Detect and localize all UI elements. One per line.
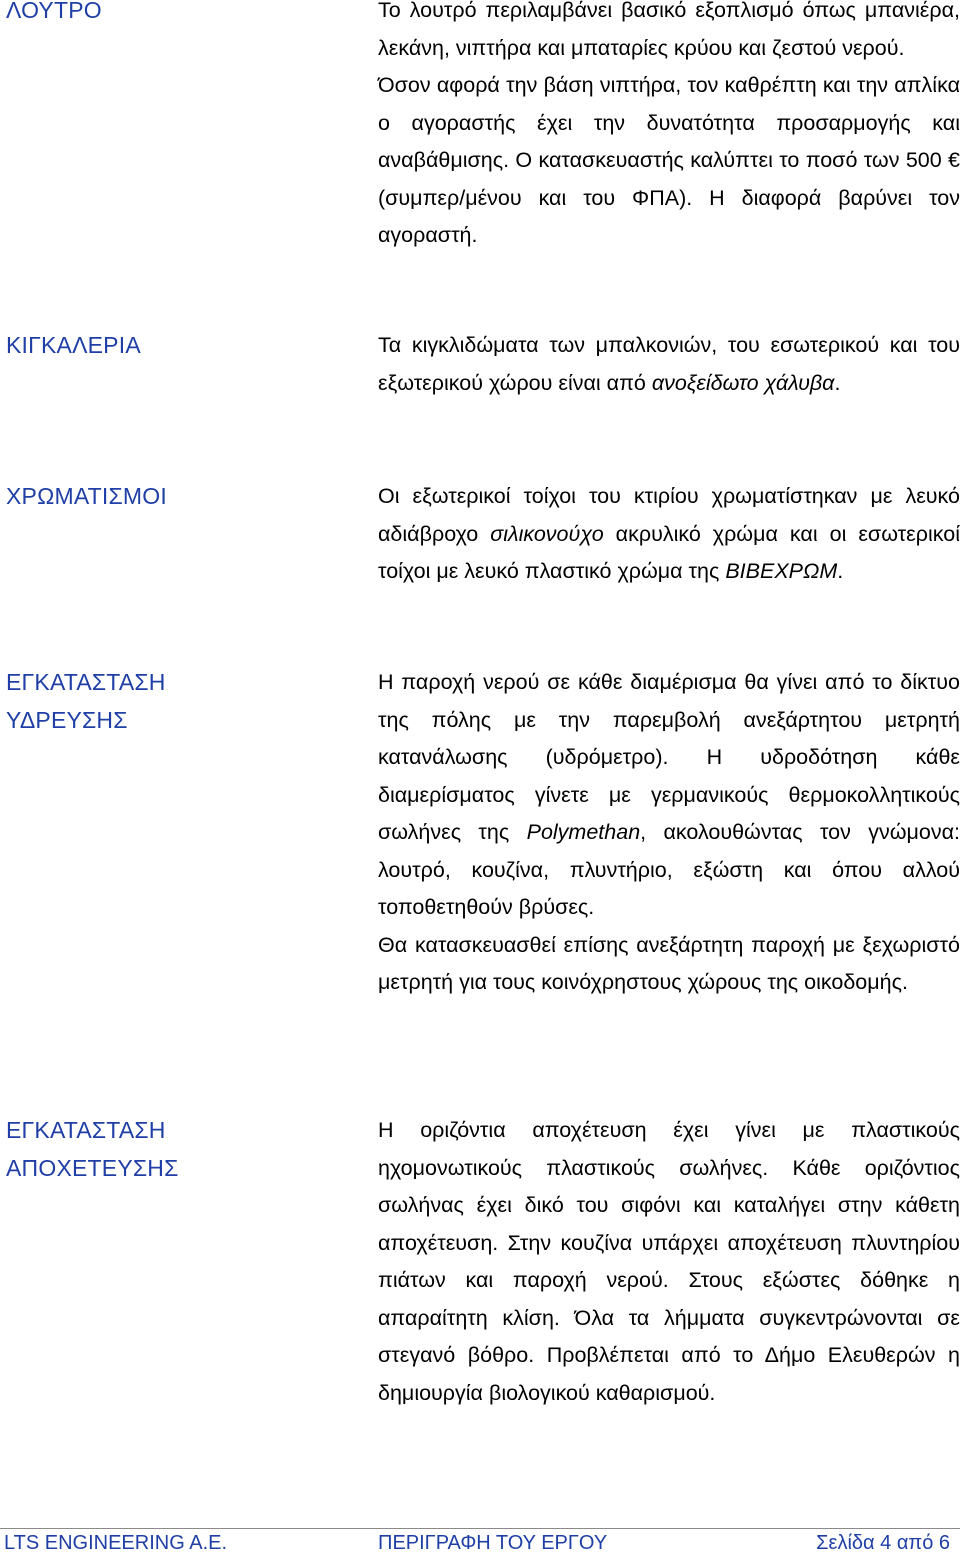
section-label-drainage bbox=[6, 1112, 346, 1187]
text-run: Τα κιγκλιδώματα των μπαλκονιών, του εσωτερικού και του εξωτερικού χώρου είναι από bbox=[378, 333, 960, 395]
italic-text: ΒΙΒΕΧΡΩΜ bbox=[725, 559, 838, 583]
section-label-line: ΕΓΚΑΤΑΣΤΑΣΗ bbox=[6, 669, 166, 695]
section-text-railings bbox=[378, 327, 960, 402]
text-run: . bbox=[837, 559, 844, 583]
text-run: Οι εξωτερικοί τοίχοι του κτιρίου χρωματίστηκαν με λευκό αδιάβροχο bbox=[378, 484, 960, 546]
paragraph bbox=[378, 478, 960, 591]
page-footer bbox=[0, 1520, 960, 1552]
footer-document-title: ΠΕΡΙΓΡΑΦΗ ΤΟΥ ΕΡΓΟΥ bbox=[378, 1532, 608, 1554]
footer-page-number: Σελίδα 4 από 6 bbox=[816, 1532, 950, 1554]
paragraph: Όσον αφορά την βάση νιπτήρα, τον καθρέπτη και την απλίκα ο αγοραστής έχει την δυνατότητα προσαρμογής και αναβάθμισης. Ο κατασκευαστής καλύπτει το ποσό των 500 € (συμπερ/μένου και του ΦΠΑ). Η διαφορά βαρύνει τον αγοραστή. bbox=[378, 73, 960, 247]
section-label-railings bbox=[6, 327, 346, 365]
section-label-bathroom bbox=[6, 0, 346, 30]
section-label-line: ΥΔΡΕΥΣΗΣ bbox=[6, 706, 128, 733]
paragraph: Θα κατασκευασθεί επίσης ανεξάρτητη παροχή με ξεχωριστό μετρητή για τους κοινόχρηστους χώρους της οικοδομής. bbox=[378, 932, 960, 994]
text-run: . bbox=[834, 370, 841, 395]
italic-text: ανοξείδωτο χάλυβα bbox=[651, 370, 835, 395]
section-label-line: ΛΟΥΤΡΟ bbox=[6, 0, 102, 23]
text-run: Η παροχή νερού σε κάθε διαμέρισμα θα γίνει από το δίκτυο της πόλης με την παρεμβολή ανεξάρτητου μετρητή κατανάλωσης (υδρόμετρο). Η υδροδότηση κάθε διαμερίσματος γίνετε με γερμανικούς θερμοκολλητικούς σωλήνες της bbox=[378, 670, 960, 844]
footer-company: LTS ENGINEERING A.E. bbox=[4, 1532, 228, 1554]
italic-text: Polymethan bbox=[526, 820, 641, 844]
section-text-bathroom bbox=[378, 0, 960, 255]
section-label-painting bbox=[6, 478, 346, 516]
paragraph bbox=[378, 327, 960, 402]
section-text-water-supply bbox=[378, 664, 960, 1002]
section-text-painting bbox=[378, 478, 960, 591]
section-label-line: ΑΠΟΧΕΤΕΥΣΗΣ bbox=[6, 1154, 179, 1181]
section-label-water-supply bbox=[6, 664, 346, 739]
section-label-line: ΕΓΚΑΤΑΣΤΑΣΗ bbox=[6, 1117, 166, 1143]
paragraph: Το λουτρό περιλαμβάνει βασικό εξοπλισμό όπως μπανιέρα, λεκάνη, νιπτήρα και μπαταρίες κρύου και ζεστού νερού. bbox=[378, 0, 960, 60]
section-label-line: ΚΙΓΚΑΛΕΡΙΑ bbox=[6, 332, 141, 358]
paragraph: Η οριζόντια αποχέτευση έχει γίνει με πλαστικούς ηχομονωτικούς πλαστικούς σωλήνες. Κάθε οριζόντιος σωλήνας έχει δικό του σιφόνι και καταλήγει στην κάθετη αποχέτευση. Στην κουζίνα υπάρχει αποχέτευση πλυντηρίου πιάτων και παροχή νερού. Στους εξώστες δόθηκε η απαραίτητη κλίση. Όλα τα λήμματα συγκεντρώνονται σε στεγανό βόθρο. Προβλέπεται από το Δήμο Ελευθερών η δημιουργία βιολογικού καθαρισμού. bbox=[378, 1118, 960, 1405]
italic-text: σιλικονούχο bbox=[490, 521, 604, 546]
section-text-drainage bbox=[378, 1112, 960, 1412]
text-run: ακρυλικό χρώμα και οι εσωτερικοί τοίχοι με λευκό πλαστικό χρώμα της bbox=[378, 521, 960, 583]
paragraph bbox=[378, 664, 960, 927]
text-run: , ακολουθώντας τον γνώμονα: λουτρό, κουζίνα, πλυντήριο, εξώστη και όπου αλλού τοποθετηθούν βρύσες. bbox=[378, 820, 960, 919]
section-label-line: ΧΡΩΜΑΤΙΣΜΟΙ bbox=[6, 483, 167, 509]
